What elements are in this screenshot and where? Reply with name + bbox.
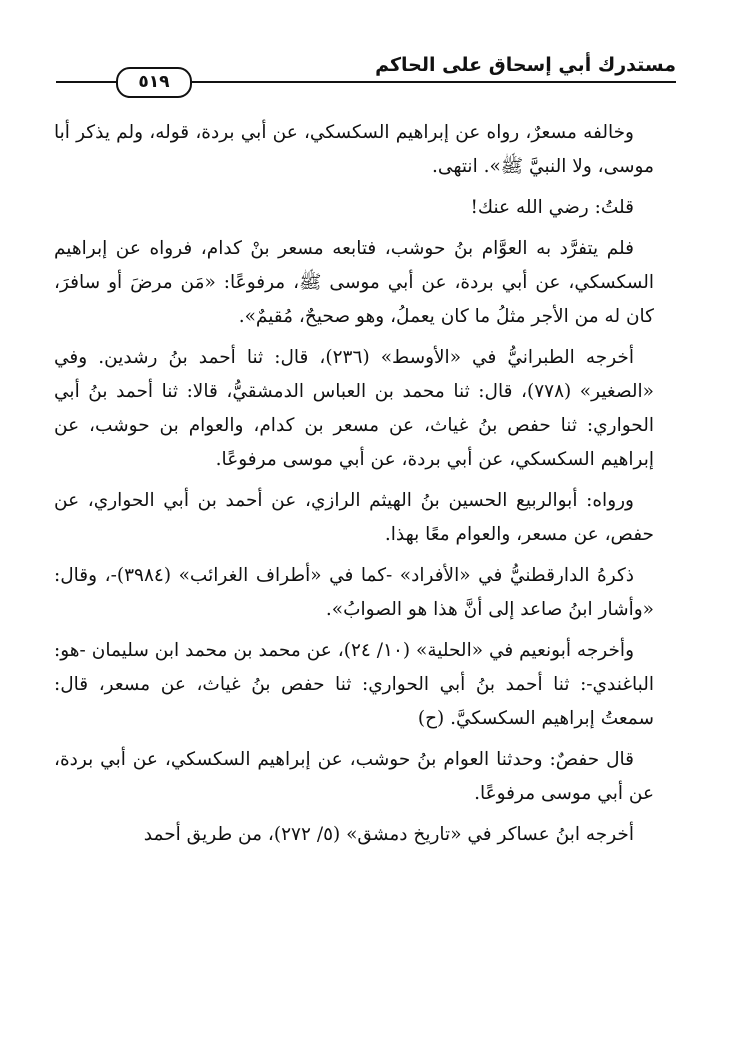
book-title: مستدرك أبي إسحاق على الحاكم (375, 54, 676, 76)
page-body (54, 116, 654, 852)
page-number: ٥١٩ (116, 67, 192, 98)
paragraph-6: ذكرهُ الدارقطنيُّ في «الأفراد» -كما في «أطراف الغرائب» (٣٩٨٤)-، وقال: «وأشار ابنُ صاعد إلى أنَّ هذا هو الصوابُ». (54, 565, 654, 620)
paragraph-7: وأخرجه أبونعيم في «الحلية» (١٠/ ٢٤)، عن محمد بن محمد ابن سليمان -هو: الباغندي-: ثنا أحمد بنُ أبي الحواري: ثنا حفص بنُ غياث، عن مسعر، قال: سمعتُ إبراهيم السكسكيَّ. (ح) (54, 640, 654, 729)
paragraph-8: قال حفصٌ: وحدثنا العوام بنُ حوشب، عن إبراهيم السكسكي، عن أبي بردة، عن أبي موسى مرفوعًا. (54, 749, 654, 804)
page-header (56, 52, 676, 92)
paragraph-4: أخرجه الطبرانيُّ في «الأوسط» (٢٣٦)، قال: ثنا أحمد بنُ رشدين. وفي «الصغير» (٧٧٨)، قال: ثنا محمد بن العباس الدمشقيُّ، قالا: ثنا أحمد بنُ أبي الحواري: ثنا حفص بنُ غياث، عن مسعر بن كدام، والعوام بن حوشب، عن إبراهيم السكسكي، عن أبي بردة، عن أبي موسى مرفوعًا. (54, 347, 654, 470)
paragraph-9: أخرجه ابنُ عساكر في «تاريخ دمشق» (٥/ ٢٧٢)، من طريق أحمد (143, 824, 634, 845)
paragraph-5: ورواه: أبوالربيع الحسين بنُ الهيثم الرازي، عن أحمد بن أبي الحواري، عن حفص، عن مسعر، والعوام معًا بهذا. (54, 490, 654, 545)
paragraph-1: وخالفه مسعرٌ، رواه عن إبراهيم السكسكي، عن أبي بردة، قوله، ولم يذكر أبا موسى، ولا النبيَّ ﷺ». انتهى. (54, 122, 654, 177)
paragraph-3: فلم يتفرَّد به العوَّام بنُ حوشب، فتابعه مسعر بنْ كدام، فرواه عن إبراهيم السكسكي، عن أبي بردة، عن أبي موسى ﷺ، مرفوعًا: «مَن مرضَ أو سافرَ، كان له من الأجر مثلُ ما كان يعملُ، وهو صحيحٌ، مُقيمٌ». (54, 238, 654, 327)
paragraph-2: قلتُ: رضي الله عنك! (470, 197, 634, 218)
